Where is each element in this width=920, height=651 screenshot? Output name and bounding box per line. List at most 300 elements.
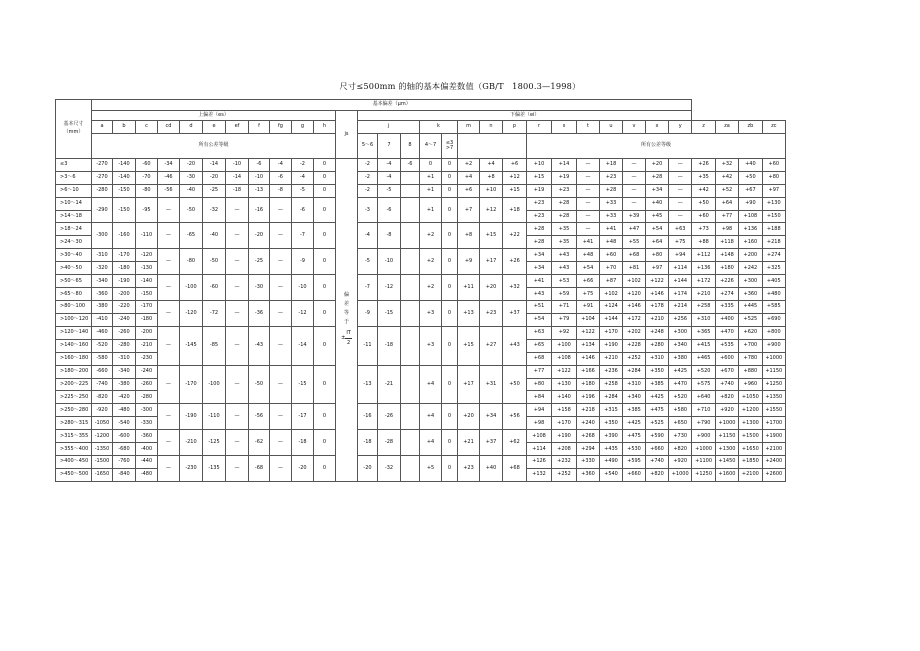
lower-dev-cell: +214 <box>669 300 692 313</box>
upper-dev-cell: — <box>158 365 180 404</box>
lower-dev-cell: +6 <box>458 184 480 197</box>
upper-dev-cell: -190 <box>180 404 203 430</box>
lower-dev-cell: +465 <box>692 352 715 365</box>
lower-dev-cell: +114 <box>669 262 692 275</box>
lower-dev-cell: +590 <box>646 430 669 443</box>
code-y: y <box>669 121 692 134</box>
lower-dev-cell: +13 <box>458 300 480 326</box>
lower-dev-cell: +268 <box>577 430 600 443</box>
k-dev-cell: +2 <box>420 275 442 301</box>
j-dev-cell: -10 <box>378 249 401 275</box>
k-dev-cell: +2 <box>420 223 442 249</box>
upper-dev-cell: -95 <box>136 197 158 223</box>
size-cell: >225～250 <box>56 391 92 404</box>
code-a: a <box>92 121 113 134</box>
lower-dev-cell: +45 <box>646 210 669 223</box>
lower-dev-cell: +900 <box>692 430 715 443</box>
upper-deviation-header: 上偏差（es） <box>92 110 336 121</box>
upper-dev-cell: -170 <box>136 300 158 313</box>
k-dev-cell: +2 <box>420 249 442 275</box>
lower-dev-cell: +575 <box>692 378 715 391</box>
lower-dev-cell: +60 <box>600 249 623 262</box>
lower-dev-cell: +540 <box>600 468 623 481</box>
lower-dev-cell: +114 <box>527 443 552 456</box>
upper-dev-cell: -310 <box>113 352 136 365</box>
lower-dev-cell: +63 <box>669 223 692 236</box>
upper-dev-cell: -62 <box>249 430 270 456</box>
lower-dev-cell: +108 <box>739 210 762 223</box>
j-dev-cell <box>401 430 420 456</box>
size-cell: >100～120 <box>56 313 92 326</box>
lower-dev-cell: +150 <box>762 210 785 223</box>
k-dev-cell: +1 <box>420 197 442 223</box>
lower-dev-cell: +28 <box>527 223 552 236</box>
lower-dev-cell: +8 <box>480 171 503 184</box>
upper-dev-cell: -20 <box>180 158 203 171</box>
lower-dev-cell: +108 <box>527 430 552 443</box>
upper-dev-cell: 0 <box>314 184 336 197</box>
lower-dev-cell: +19 <box>527 184 552 197</box>
size-cell: >250～280 <box>56 404 92 417</box>
upper-dev-cell: -150 <box>113 197 136 223</box>
lower-dev-cell: +28 <box>527 236 552 249</box>
k-dev-cell: +4 <box>420 404 442 430</box>
lower-dev-cell: +200 <box>739 249 762 262</box>
lower-dev-cell: +385 <box>646 378 669 391</box>
j-dev-cell: -5 <box>378 184 401 197</box>
upper-dev-cell: -100 <box>203 365 226 404</box>
code-s: s <box>552 121 577 134</box>
lower-dev-cell: +65 <box>527 339 552 352</box>
lower-dev-cell: — <box>623 184 646 197</box>
upper-dev-cell: -680 <box>113 443 136 456</box>
table-row <box>56 275 786 288</box>
lower-dev-cell: +26 <box>503 249 527 275</box>
upper-dev-cell: -10 <box>249 171 270 184</box>
upper-dev-cell: -310 <box>92 249 113 262</box>
upper-dev-cell: -240 <box>113 313 136 326</box>
upper-dev-cell: -180 <box>113 262 136 275</box>
table-row <box>56 171 786 184</box>
upper-dev-cell: -10 <box>226 158 249 171</box>
lower-dev-cell: +256 <box>669 313 692 326</box>
lower-dev-cell: +710 <box>692 404 715 417</box>
lower-dev-cell: +425 <box>669 365 692 378</box>
lower-dev-cell: +77 <box>527 365 552 378</box>
lower-dev-cell: +178 <box>646 300 669 313</box>
lower-dev-cell: +48 <box>577 249 600 262</box>
lower-dev-cell: +15 <box>458 326 480 365</box>
lower-dev-cell: +1700 <box>762 417 785 430</box>
lower-dev-cell: +90 <box>739 197 762 210</box>
j-dev-cell: -11 <box>358 326 378 365</box>
lower-dev-cell: +415 <box>692 339 715 352</box>
code-u: u <box>600 121 623 134</box>
lower-dev-cell: +360 <box>577 468 600 481</box>
lower-dev-cell: +640 <box>692 391 715 404</box>
lower-dev-cell: +26 <box>692 158 715 171</box>
k-dev-cell: 0 <box>442 365 458 404</box>
upper-dev-cell: — <box>158 223 180 249</box>
upper-dev-cell: -520 <box>92 339 113 352</box>
code-n: n <box>480 121 503 134</box>
j-dev-cell: -7 <box>358 275 378 301</box>
upper-dev-cell: -50 <box>180 197 203 223</box>
upper-dev-cell: — <box>226 197 249 223</box>
j-dev-cell: -2 <box>358 184 378 197</box>
lower-dev-cell: +68 <box>623 249 646 262</box>
upper-dev-cell: -230 <box>136 352 158 365</box>
upper-dev-cell: -2 <box>292 158 314 171</box>
lower-dev-cell: +14 <box>552 158 577 171</box>
upper-dev-cell: -280 <box>113 339 136 352</box>
lower-dev-cell: +28 <box>646 171 669 184</box>
lower-dev-cell: +490 <box>600 456 623 469</box>
lower-dev-cell: +1300 <box>715 443 738 456</box>
k-dev-cell: +1 <box>420 184 442 197</box>
lower-dev-cell: +132 <box>527 468 552 481</box>
lower-dev-cell: +100 <box>552 339 577 352</box>
grade-j3: 8 <box>401 133 420 158</box>
upper-dev-cell: -32 <box>203 197 226 223</box>
upper-dev-cell: -68 <box>249 456 270 482</box>
lower-dev-cell: +102 <box>600 288 623 301</box>
k-dev-cell: 0 <box>442 404 458 430</box>
lower-dev-cell: +325 <box>762 262 785 275</box>
upper-dev-cell: -160 <box>113 223 136 249</box>
j-dev-cell: -6 <box>401 158 420 171</box>
lower-dev-cell: +160 <box>739 236 762 249</box>
size-cell: >160～180 <box>56 352 92 365</box>
lower-dev-cell: +60 <box>762 158 785 171</box>
lower-dev-cell: +122 <box>577 326 600 339</box>
lower-dev-cell: +92 <box>552 326 577 339</box>
lower-dev-cell: +425 <box>623 417 646 430</box>
size-cell: >6～10 <box>56 184 92 197</box>
size-cell: >315～355 <box>56 430 92 443</box>
lower-dev-cell: +730 <box>669 430 692 443</box>
js-note-char: 偏 <box>343 292 349 299</box>
lower-dev-cell: +23 <box>527 210 552 223</box>
lower-dev-cell: +66 <box>577 275 600 288</box>
lower-dev-cell: +98 <box>527 417 552 430</box>
lower-dev-cell: +218 <box>577 404 600 417</box>
lower-dev-cell: +400 <box>715 313 738 326</box>
lower-dev-cell: +52 <box>715 184 738 197</box>
lower-dev-cell: +240 <box>577 417 600 430</box>
lower-dev-cell: +158 <box>552 404 577 417</box>
code-p: p <box>503 121 527 134</box>
lower-dev-cell: +7 <box>458 197 480 223</box>
upper-dev-cell: -320 <box>92 262 113 275</box>
lower-dev-cell: +188 <box>762 223 785 236</box>
lower-dev-cell: +37 <box>503 300 527 326</box>
lower-dev-cell: +470 <box>669 378 692 391</box>
code-ef: ef <box>226 121 249 134</box>
lower-dev-cell: +284 <box>623 365 646 378</box>
upper-dev-cell: -330 <box>136 417 158 430</box>
table-row <box>56 326 786 339</box>
size-cell: >280～315 <box>56 417 92 430</box>
lower-dev-cell: +4 <box>480 158 503 171</box>
lower-dev-cell: +218 <box>762 236 785 249</box>
size-header: 基本尺寸（mm） <box>56 100 92 159</box>
lower-dev-cell: +54 <box>577 262 600 275</box>
upper-dev-cell: -72 <box>203 300 226 326</box>
upper-dev-cell: -200 <box>113 288 136 301</box>
code-cd: cd <box>158 121 180 134</box>
upper-dev-cell: -150 <box>136 288 158 301</box>
upper-dev-cell: — <box>270 430 292 456</box>
upper-dev-cell: — <box>270 223 292 249</box>
lower-dev-cell: +23 <box>552 184 577 197</box>
lower-dev-cell: +960 <box>739 378 762 391</box>
upper-dev-cell: -6 <box>270 171 292 184</box>
k-dev-cell: 0 <box>442 249 458 275</box>
lower-dev-cell: +1150 <box>762 365 785 378</box>
lower-dev-cell: — <box>577 158 600 171</box>
lower-dev-cell: +35 <box>552 236 577 249</box>
lower-dev-cell: +64 <box>646 236 669 249</box>
size-cell: >80～100 <box>56 300 92 313</box>
lower-dev-cell: +40 <box>739 158 762 171</box>
upper-dev-cell: -17 <box>292 404 314 430</box>
upper-dev-cell: — <box>270 456 292 482</box>
j-dev-cell: -21 <box>378 365 401 404</box>
lower-dev-cell: +1850 <box>739 456 762 469</box>
lower-dev-cell: +88 <box>692 236 715 249</box>
lower-dev-cell: +43 <box>527 288 552 301</box>
upper-dev-cell: -18 <box>226 184 249 197</box>
deviation-table <box>55 99 786 482</box>
upper-dev-cell: — <box>226 430 249 456</box>
upper-dev-cell: -1650 <box>92 468 113 481</box>
j-dev-cell: -18 <box>358 430 378 456</box>
lower-dev-cell: +87 <box>600 275 623 288</box>
j-dev-cell <box>401 404 420 430</box>
lower-dev-cell: +2 <box>458 158 480 171</box>
lower-dev-cell: +1250 <box>762 378 785 391</box>
j-dev-cell: -4 <box>358 223 378 249</box>
code-m: m <box>458 121 480 134</box>
upper-dev-cell: -30 <box>249 275 270 301</box>
lower-dev-cell: +172 <box>692 275 715 288</box>
upper-dev-cell: -270 <box>92 158 113 171</box>
lower-dev-cell: +800 <box>762 326 785 339</box>
upper-dev-cell: -280 <box>136 391 158 404</box>
lower-dev-cell: +118 <box>715 236 738 249</box>
j-dev-cell: -5 <box>358 249 378 275</box>
upper-dev-cell: -80 <box>180 249 203 275</box>
lower-dev-cell: +136 <box>739 223 762 236</box>
lower-dev-cell: +80 <box>762 171 785 184</box>
lower-dev-cell: +252 <box>623 352 646 365</box>
lower-dev-cell: +820 <box>646 468 669 481</box>
lower-dev-cell: +1000 <box>669 468 692 481</box>
header-row-2 <box>56 110 786 121</box>
lower-dev-cell: +62 <box>503 430 527 456</box>
lower-dev-cell: — <box>623 197 646 210</box>
lower-dev-cell: +4 <box>458 171 480 184</box>
upper-dev-cell: -580 <box>92 352 113 365</box>
js-code: js <box>336 110 358 158</box>
lower-dev-cell: +300 <box>669 326 692 339</box>
lower-dev-cell: +12 <box>480 197 503 223</box>
lower-dev-cell: +405 <box>762 275 785 288</box>
upper-dev-cell: -140 <box>113 158 136 171</box>
upper-dev-cell: -260 <box>113 326 136 339</box>
upper-dev-cell: -20 <box>249 223 270 249</box>
lower-dev-cell: — <box>669 171 692 184</box>
lower-dev-cell: +1200 <box>739 404 762 417</box>
upper-dev-cell: -16 <box>249 197 270 223</box>
upper-dev-cell: -135 <box>203 456 226 482</box>
lower-dev-cell: +140 <box>552 391 577 404</box>
lower-dev-cell: +8 <box>458 223 480 249</box>
lower-dev-cell: +284 <box>600 391 623 404</box>
upper-dev-cell: — <box>270 197 292 223</box>
lower-dev-cell: +11 <box>458 275 480 301</box>
lower-dev-cell: +820 <box>715 391 738 404</box>
upper-dev-cell: -56 <box>249 404 270 430</box>
upper-dev-cell: -13 <box>249 184 270 197</box>
upper-dev-cell: -30 <box>180 171 203 184</box>
lower-dev-cell: +146 <box>577 352 600 365</box>
upper-dev-cell: — <box>226 404 249 430</box>
lower-dev-cell: +258 <box>692 300 715 313</box>
lower-dev-cell: +98 <box>715 223 738 236</box>
size-cell: >400～450 <box>56 456 92 469</box>
lower-dev-cell: +42 <box>692 184 715 197</box>
lower-dev-cell: +79 <box>552 313 577 326</box>
upper-dev-cell: -56 <box>158 184 180 197</box>
lower-dev-cell: +740 <box>646 456 669 469</box>
upper-dev-cell: 0 <box>314 430 336 456</box>
lower-dev-cell: +67 <box>739 184 762 197</box>
lower-dev-cell: +34 <box>527 249 552 262</box>
size-cell: >140～160 <box>56 339 92 352</box>
upper-dev-cell: -740 <box>92 378 113 391</box>
lower-dev-cell: +84 <box>527 391 552 404</box>
j-dev-cell: -2 <box>358 171 378 184</box>
lower-dev-cell: +80 <box>646 249 669 262</box>
code-d: d <box>180 121 203 134</box>
lower-dev-cell: +39 <box>623 210 646 223</box>
upper-dev-cell: -40 <box>180 184 203 197</box>
lower-dev-cell: +130 <box>762 197 785 210</box>
j-dev-cell <box>401 456 420 482</box>
lower-dev-cell: +68 <box>503 456 527 482</box>
lower-dev-cell: +35 <box>552 223 577 236</box>
j-dev-cell: -9 <box>358 300 378 326</box>
upper-dev-cell: -170 <box>113 249 136 262</box>
size-cell: >180～200 <box>56 365 92 378</box>
lower-dev-cell: +226 <box>715 275 738 288</box>
k-dev-cell: +4 <box>420 365 442 404</box>
upper-dev-cell: — <box>158 404 180 430</box>
lower-dev-cell: +380 <box>669 352 692 365</box>
upper-dev-cell: — <box>270 300 292 326</box>
upper-dev-cell: -120 <box>136 249 158 262</box>
upper-dev-cell: -145 <box>180 326 203 365</box>
lower-dev-cell: +10 <box>527 158 552 171</box>
lower-dev-cell: +22 <box>503 223 527 249</box>
k-dev-cell: 0 <box>442 197 458 223</box>
lower-dev-cell: +15 <box>503 184 527 197</box>
lower-dev-cell: +1000 <box>762 352 785 365</box>
j-dev-cell: -26 <box>378 404 401 430</box>
upper-dev-cell: -14 <box>203 158 226 171</box>
js-note-cell <box>336 158 358 481</box>
upper-dev-cell: -820 <box>92 391 113 404</box>
lower-dev-cell: +20 <box>458 404 480 430</box>
upper-dev-cell: -14 <box>292 326 314 365</box>
lower-dev-cell: +385 <box>623 404 646 417</box>
lower-dev-cell: +1250 <box>692 468 715 481</box>
upper-dev-cell: — <box>226 275 249 301</box>
lower-dev-cell: +196 <box>577 391 600 404</box>
k-dev-cell: 0 <box>442 326 458 365</box>
upper-dev-cell: -15 <box>292 365 314 404</box>
lower-dev-cell: +236 <box>600 365 623 378</box>
lower-dev-cell: +75 <box>669 236 692 249</box>
code-z: z <box>692 121 715 134</box>
lower-dev-cell: +595 <box>623 456 646 469</box>
lower-dev-cell: +580 <box>669 404 692 417</box>
k-dev-cell: 0 <box>442 184 458 197</box>
upper-dev-cell: — <box>158 300 180 326</box>
code-za: za <box>715 121 738 134</box>
upper-dev-cell: -400 <box>136 443 158 456</box>
lower-dev-cell: +1350 <box>762 391 785 404</box>
table-row <box>56 184 786 197</box>
lower-dev-cell: +280 <box>646 339 669 352</box>
lower-dev-cell: +520 <box>692 365 715 378</box>
upper-dev-cell: -5 <box>292 184 314 197</box>
j-dev-cell <box>401 184 420 197</box>
upper-dev-cell: -280 <box>92 184 113 197</box>
lower-dev-cell: +670 <box>715 365 738 378</box>
size-cell: >24～30 <box>56 236 92 249</box>
lower-dev-cell: +525 <box>739 313 762 326</box>
lower-dev-cell: +18 <box>600 158 623 171</box>
upper-dev-cell: 0 <box>314 326 336 365</box>
size-cell: >200～225 <box>56 378 92 391</box>
upper-dev-cell: -760 <box>113 456 136 469</box>
lower-dev-cell: +70 <box>600 262 623 275</box>
lower-dev-cell: +700 <box>739 339 762 352</box>
k-dev-cell: 0 <box>442 300 458 326</box>
lower-dev-cell: +170 <box>552 417 577 430</box>
lower-dev-cell: +47 <box>623 223 646 236</box>
lower-dev-cell: +41 <box>527 275 552 288</box>
lower-dev-cell: +166 <box>577 365 600 378</box>
lower-dev-cell: +21 <box>458 430 480 456</box>
table-row <box>56 300 786 313</box>
lower-dev-cell: +27 <box>480 326 503 365</box>
upper-dev-cell: -180 <box>136 313 158 326</box>
upper-dev-cell: -40 <box>203 223 226 249</box>
upper-dev-cell: -260 <box>136 378 158 391</box>
lower-dev-cell: +68 <box>527 352 552 365</box>
lower-dev-cell: +73 <box>692 223 715 236</box>
lower-dev-cell: +340 <box>669 339 692 352</box>
upper-dev-cell: -25 <box>249 249 270 275</box>
lower-dev-cell: +310 <box>646 352 669 365</box>
upper-dev-cell: -9 <box>292 249 314 275</box>
lower-dev-cell: +315 <box>600 404 623 417</box>
lower-dev-cell: +28 <box>600 184 623 197</box>
